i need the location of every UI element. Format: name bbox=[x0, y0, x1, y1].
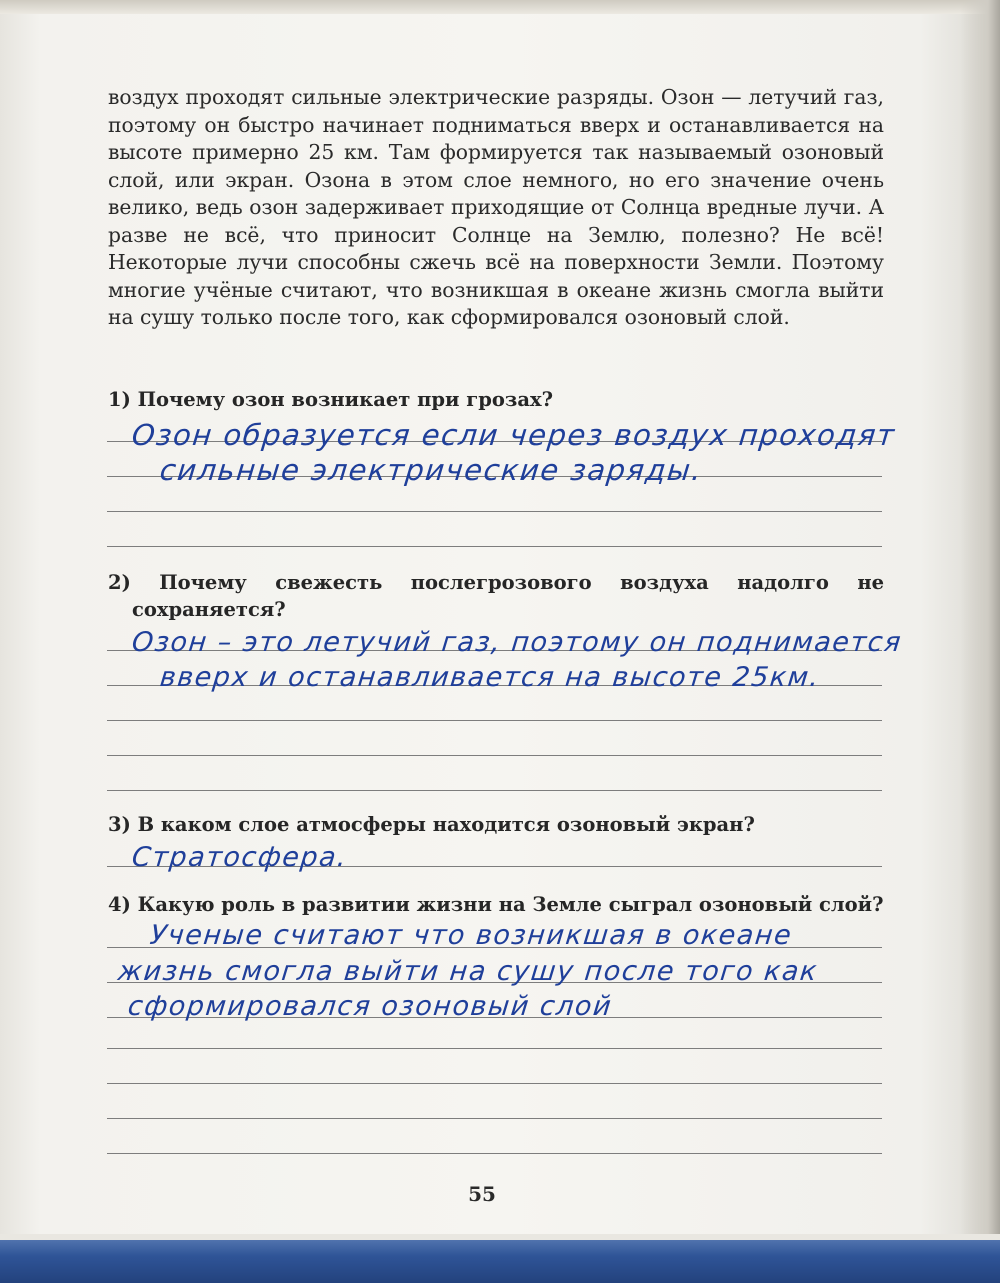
question-4: 4) Какую роль в развитии жизни на Земле сыграл озоновый слой? bbox=[108, 893, 884, 916]
answer-rule bbox=[107, 720, 882, 721]
answer-rule bbox=[107, 1118, 882, 1119]
book-cover-edge bbox=[0, 1234, 1000, 1283]
handwritten-answer-1-line-1: Озон образуется если через воздух проходят bbox=[130, 418, 898, 452]
handwritten-answer-4-line-2: жизнь смогла выйти на сушу после того как bbox=[116, 956, 820, 987]
handwritten-answer-3-line-1: Стратосфера. bbox=[130, 842, 349, 873]
question-3: 3) В каком слое атмосферы находится озоновый экран? bbox=[108, 813, 755, 836]
handwritten-answer-4-line-1: Ученые считают что возникшая в океане bbox=[148, 920, 794, 951]
answer-rule bbox=[107, 1048, 882, 1049]
handwritten-answer-2-line-1: Озон – это летучий газ, поэтому он поднимается bbox=[130, 627, 904, 658]
page-binding-shadow bbox=[960, 0, 1000, 1283]
question-1: 1) Почему озон возникает при грозах? bbox=[108, 388, 554, 411]
answer-rule bbox=[107, 511, 882, 512]
answer-rule bbox=[107, 755, 882, 756]
question-2: 2) Почему свежесть послегрозового воздуха надолго не сохраняется? bbox=[108, 571, 884, 621]
handwritten-answer-2-line-2: вверх и останавливается на высоте 25км. bbox=[158, 662, 822, 693]
reading-paragraph: воздух проходят сильные электрические разряды. Озон — летучий газ, поэтому он быстро начинает подниматься вверх и останавливается на высоте примерно 25 км. Там формируется так называемый озоновый слой, или экран. Озона в этом слое немного, но его значение очень велико, ведь озон задерживает приходящие от Солнца вредные лучи. А разве не всё, что приносит Солнце на Землю, полезно? Не всё! Некоторые лучи способны сжечь всё на поверхности Земли. Поэтому многие учёные считают, что возникшая в океане жизнь смогла выйти на сушу только после того, как сформировался озоновый слой. bbox=[108, 85, 884, 329]
handwritten-answer-4-line-3: сформировался озоновый слой bbox=[126, 991, 614, 1022]
answer-rule bbox=[107, 1083, 882, 1084]
answer-rule bbox=[107, 546, 882, 547]
page-number: 55 bbox=[468, 1182, 496, 1206]
page-top-edge bbox=[0, 0, 1000, 14]
answer-rule bbox=[107, 790, 882, 791]
handwritten-answer-1-line-2: сильные электрические заряды. bbox=[158, 453, 705, 487]
answer-rule bbox=[107, 1153, 882, 1154]
